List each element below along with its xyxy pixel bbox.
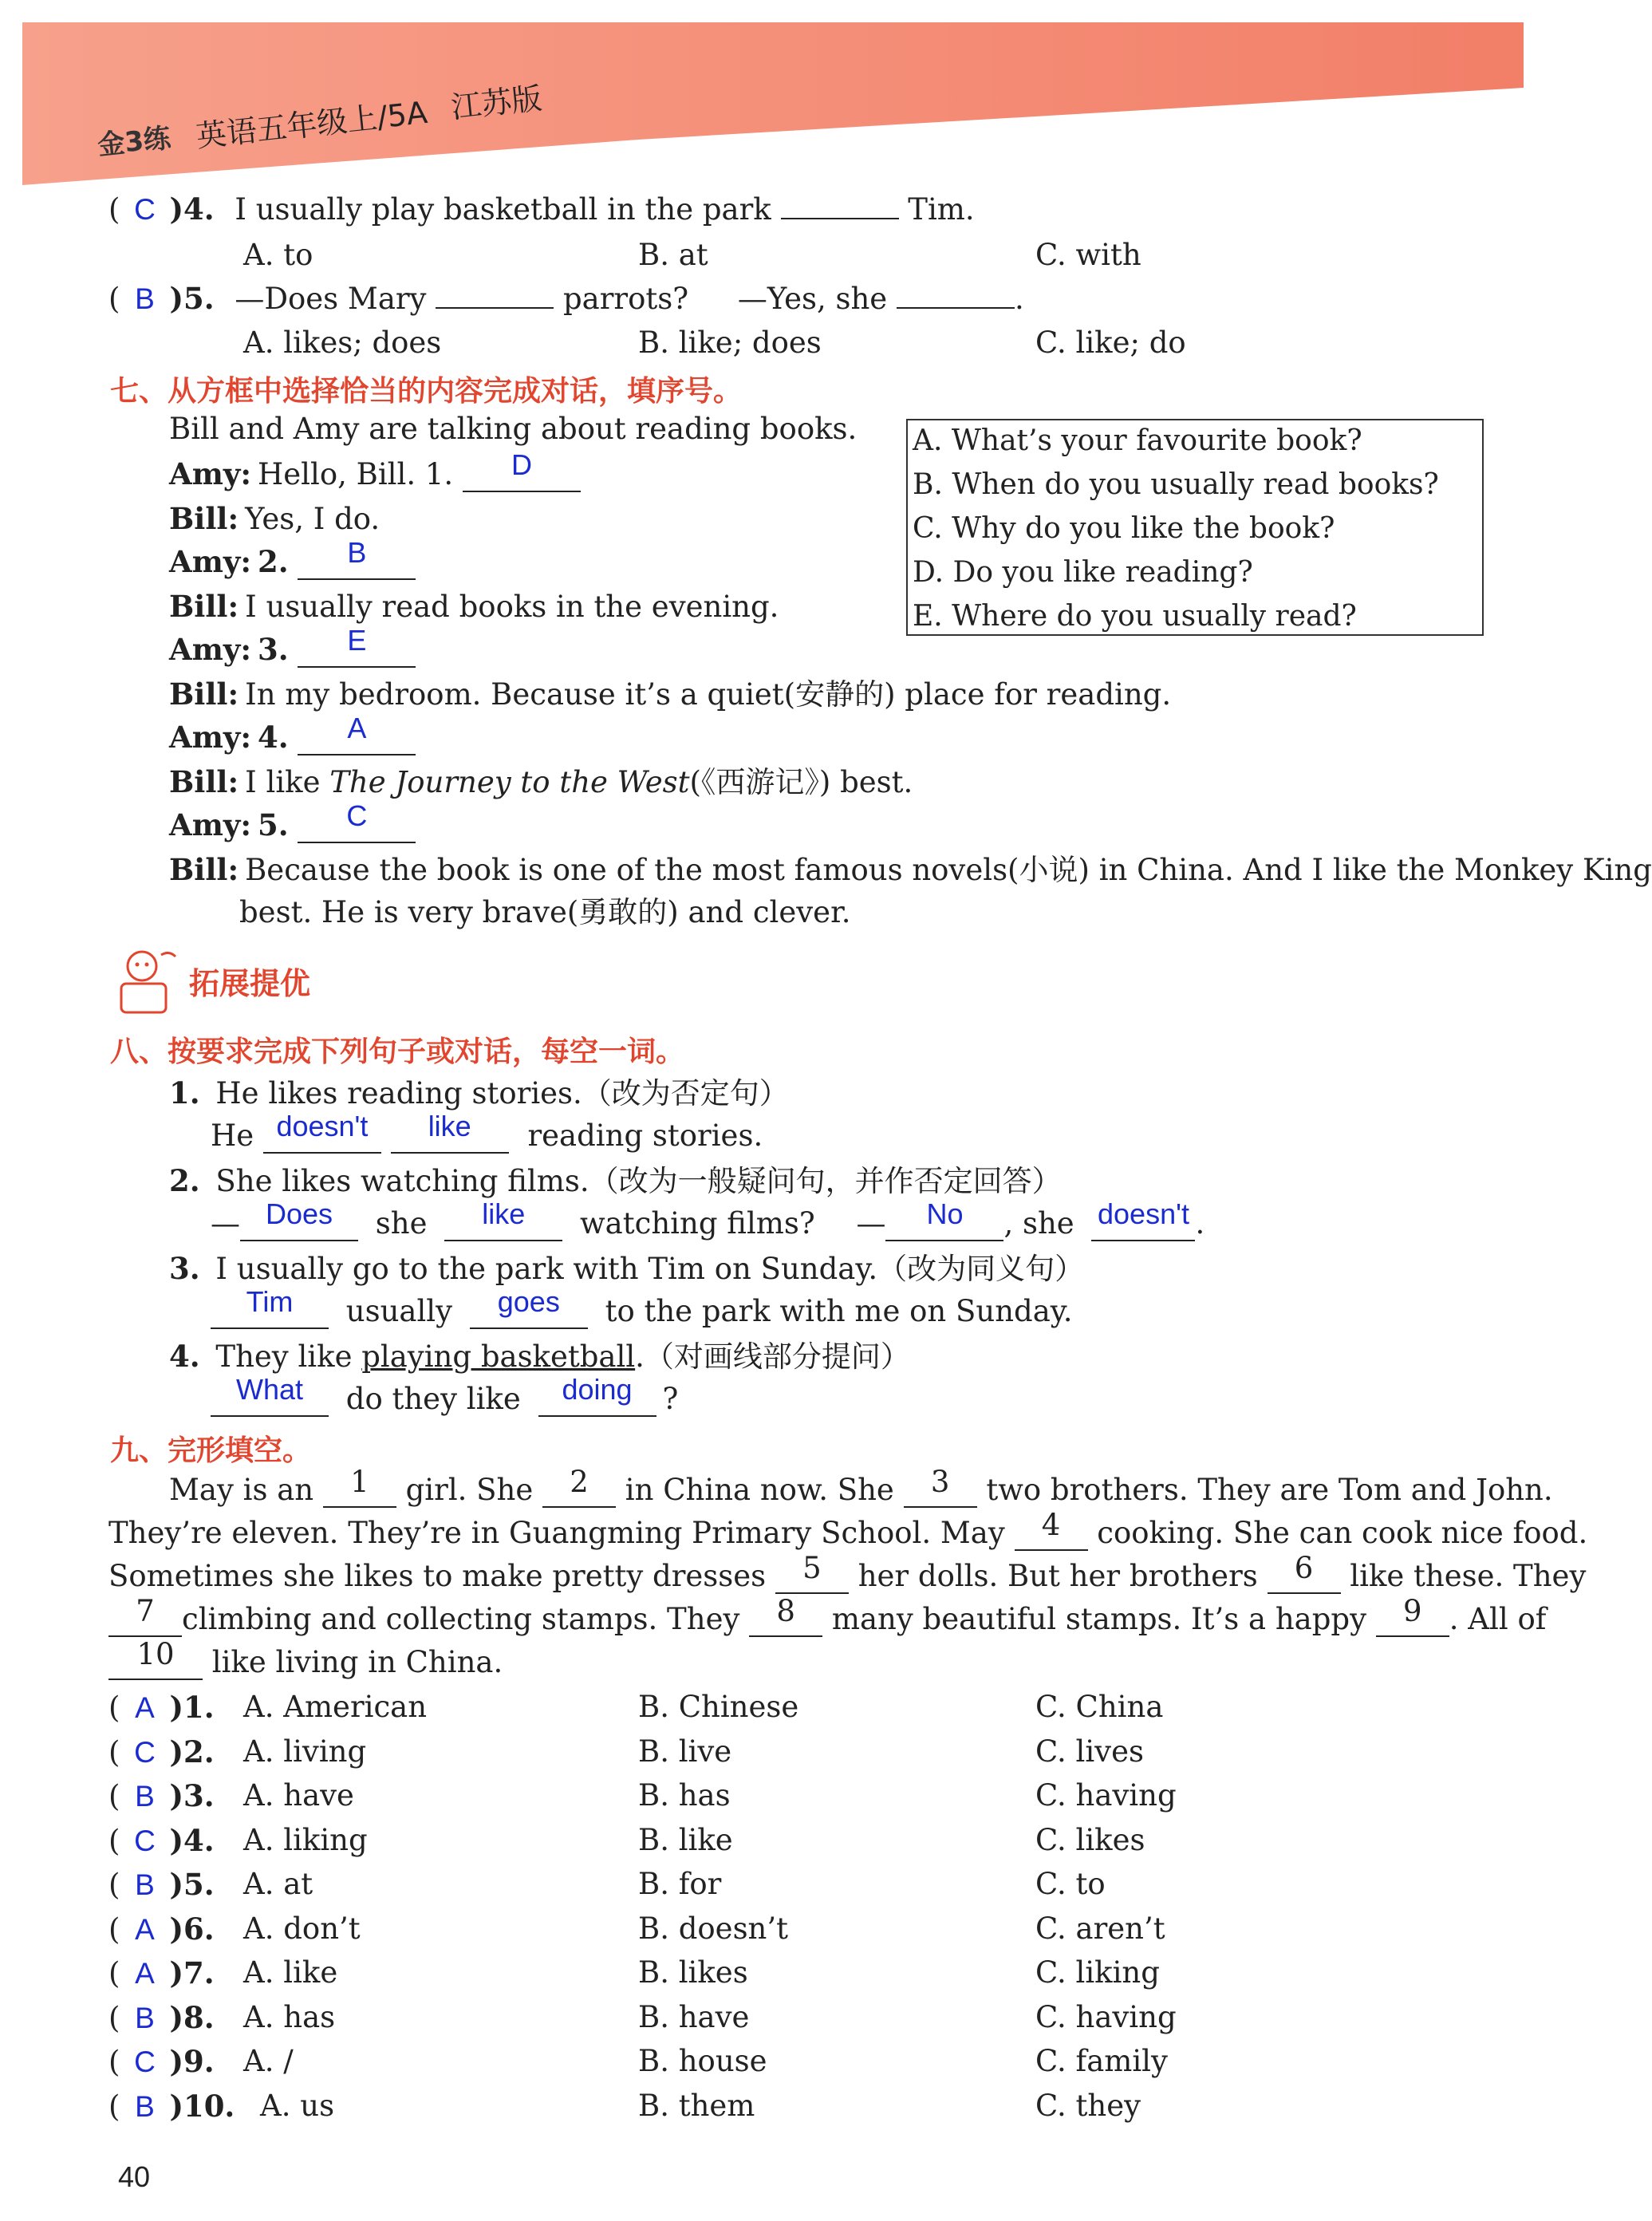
cloze-option-b: B. has bbox=[638, 1778, 731, 1813]
blank: Does bbox=[240, 1208, 358, 1241]
p6-q4: ( C )4. I usually play basketball in the park Tim. bbox=[108, 190, 975, 229]
cloze-option-a: A. / bbox=[243, 2044, 294, 2078]
p8-q4-answer: What do they like doing ? bbox=[211, 1380, 678, 1418]
blank: like bbox=[391, 1120, 509, 1154]
blank: 8 bbox=[749, 1604, 822, 1637]
edition-label: 江苏版 bbox=[449, 81, 544, 125]
blank: 3 bbox=[904, 1474, 977, 1508]
blank: E bbox=[298, 634, 416, 668]
options-box bbox=[906, 419, 1484, 636]
answer-mark: B bbox=[135, 1868, 155, 1901]
blank bbox=[436, 307, 554, 309]
blank: 7 bbox=[108, 1604, 182, 1637]
dialog-line-6: Bill: In my bedroom. Because it’s a quiet(安静的) place for reading. bbox=[169, 677, 1172, 712]
cloze-question: ( B )8. bbox=[108, 1998, 215, 2038]
cloze-question: ( B )3. bbox=[108, 1777, 215, 1816]
cloze-option-b: B. Chinese bbox=[638, 1690, 799, 1724]
blank: 4 bbox=[1015, 1517, 1088, 1551]
cloze-question: ( A )7. bbox=[108, 1954, 215, 1993]
p6-q4-opt-c: C. with bbox=[1035, 238, 1141, 272]
cloze-option-b: B. likes bbox=[638, 1955, 748, 1990]
cloze-option-a: A. don’t bbox=[243, 1911, 361, 1946]
passage-line-5: 10 like living in China. bbox=[108, 1643, 503, 1682]
p8-q2: 2. She likes watching films.（改为一般疑问句，并作否定回答） bbox=[169, 1163, 1062, 1198]
p8-q1: 1. He likes reading stories.（改为否定句） bbox=[169, 1075, 789, 1110]
dialog-line-9: Amy: 5. C bbox=[169, 806, 416, 845]
answer-mark: B bbox=[135, 282, 155, 315]
cloze-question: ( C )2. bbox=[108, 1733, 215, 1772]
blank: like bbox=[444, 1208, 562, 1241]
cloze-option-b: B. doesn’t bbox=[638, 1911, 789, 1946]
cloze-option-a: A. liking bbox=[243, 1822, 368, 1857]
blank: goes bbox=[470, 1296, 588, 1329]
option-e: E. Where do you usually read? bbox=[913, 600, 1357, 633]
cloze-option-c: C. family bbox=[1035, 2044, 1168, 2078]
blank: A bbox=[298, 722, 416, 755]
cloze-option-c: C. liking bbox=[1035, 1955, 1160, 1990]
answer-mark: A bbox=[135, 1957, 155, 1990]
blank: 9 bbox=[1376, 1604, 1449, 1637]
answer-mark: A bbox=[135, 1912, 155, 1946]
answer-mark: B bbox=[135, 1780, 155, 1813]
mascot-icon bbox=[110, 945, 182, 1020]
cloze-option-b: B. have bbox=[638, 1999, 750, 2034]
blank: doesn't bbox=[1091, 1208, 1195, 1241]
passage-line-3: Sometimes she likes to make pretty dresses 5 her dolls. But her brothers 6 like these. They bbox=[108, 1551, 1587, 1593]
cloze-question: ( C )4. bbox=[108, 1821, 215, 1860]
dialog-line-3: Amy: 2. B bbox=[169, 542, 416, 582]
option-b: B. When do you usually read books? bbox=[913, 468, 1439, 501]
cloze-option-a: A. American bbox=[243, 1690, 428, 1724]
blank: doesn't bbox=[263, 1120, 381, 1154]
cloze-option-a: A. has bbox=[243, 1999, 336, 2034]
cloze-option-c: C. they bbox=[1035, 2088, 1141, 2123]
blank bbox=[897, 307, 1015, 309]
cloze-question: ( A )1. bbox=[108, 1688, 215, 1727]
cloze-option-c: C. having bbox=[1035, 1778, 1177, 1813]
p8-q3-answer: Tim usually goes to the park with me on Sunday. bbox=[211, 1292, 1073, 1331]
p8-q4: 4. They like playing basketball.（对画线部分提问） bbox=[169, 1339, 910, 1374]
p8-q1-answer: He doesn't like reading stories. bbox=[211, 1110, 763, 1153]
blank bbox=[781, 218, 899, 219]
answer-mark: C bbox=[134, 2045, 156, 2078]
dialog-line-4: Bill: I usually read books in the evening. bbox=[169, 589, 779, 624]
book-title: 英语五年级上/5A bbox=[194, 94, 429, 155]
cloze-option-a: A. like bbox=[243, 1955, 338, 1990]
cloze-option-c: C. likes bbox=[1035, 1822, 1145, 1857]
p6-q5-opt-b: B. like; does bbox=[638, 325, 822, 360]
passage-line-2: They’re eleven. They’re in Guangming Primary School. May 4 cooking. She can cook nice food. bbox=[108, 1508, 1588, 1550]
cloze-option-b: B. for bbox=[638, 1867, 722, 1901]
blank: doing bbox=[538, 1383, 656, 1417]
cloze-option-c: C. aren’t bbox=[1035, 1911, 1165, 1946]
blank: B bbox=[298, 546, 416, 580]
blank: 5 bbox=[775, 1560, 849, 1594]
cloze-option-c: C. China bbox=[1035, 1690, 1164, 1724]
p6-q5-opt-c: C. like; do bbox=[1035, 325, 1186, 360]
dialog-line-10-cont: best. He is very brave(勇敢的) and clever. bbox=[239, 895, 851, 929]
blank: 6 bbox=[1268, 1560, 1341, 1594]
p6-q4-opt-b: B. at bbox=[638, 238, 708, 272]
p6-q5: ( B )5. —Does Mary parrots? —Yes, she . bbox=[108, 279, 1024, 318]
logo: 金3练 bbox=[96, 122, 172, 162]
cloze-option-b: B. like bbox=[638, 1822, 733, 1857]
blank: No bbox=[885, 1208, 1003, 1241]
cloze-option-b: B. live bbox=[638, 1734, 732, 1769]
option-d: D. Do you like reading? bbox=[913, 556, 1253, 589]
cloze-question: ( B )5. bbox=[108, 1865, 215, 1904]
part8-title: 八、按要求完成下列句子或对话，每空一词。 bbox=[110, 1036, 685, 1068]
answer-mark: C bbox=[134, 193, 156, 226]
blank: Tim bbox=[211, 1296, 329, 1329]
dialog-line-2: Bill: Yes, I do. bbox=[169, 501, 380, 536]
blank: C bbox=[298, 810, 416, 843]
answer-mark: C bbox=[134, 1824, 156, 1857]
cloze-option-a: A. living bbox=[243, 1734, 367, 1769]
blank: What bbox=[211, 1383, 329, 1417]
cloze-question: ( C )9. bbox=[108, 2042, 215, 2081]
part7-intro: Bill and Amy are talking about reading books. bbox=[169, 412, 858, 446]
answer-mark: B bbox=[135, 2089, 155, 2123]
page-header bbox=[0, 0, 1538, 187]
p6-q5-opt-a: A. likes; does bbox=[243, 325, 442, 360]
answer-mark: B bbox=[135, 2001, 155, 2034]
cloze-question: ( B )10. bbox=[108, 2087, 235, 2126]
passage-line-1: May is an 1 girl. She 2 in China now. She 3 two brothers. They are Tom and John. bbox=[169, 1465, 1553, 1507]
p8-q2-answer: — Does she like watching films? — No , she doesn't . bbox=[211, 1197, 1205, 1241]
extension-title: 拓展提优 bbox=[189, 966, 311, 1001]
cloze-option-b: B. house bbox=[638, 2044, 767, 2078]
cloze-option-c: C. to bbox=[1035, 1867, 1106, 1901]
answer-mark: C bbox=[134, 1735, 156, 1769]
dialog-line-7: Amy: 4. A bbox=[169, 718, 416, 757]
cloze-question: ( A )6. bbox=[108, 1910, 215, 1949]
blank: D bbox=[463, 459, 581, 492]
part7-title: 七、从方框中选择恰当的内容完成对话，填序号。 bbox=[110, 375, 743, 408]
blank: 10 bbox=[108, 1647, 203, 1680]
blank: 2 bbox=[542, 1474, 616, 1508]
cloze-option-c: C. lives bbox=[1035, 1734, 1144, 1769]
p6-q4-opt-a: A. to bbox=[243, 238, 313, 272]
cloze-option-a: A. have bbox=[243, 1778, 354, 1813]
option-a: A. What’s your favourite book? bbox=[913, 424, 1362, 457]
blank: 1 bbox=[323, 1474, 396, 1508]
dialog-line-8: Bill: I like The Journey to the West(《西游记》) best. bbox=[169, 764, 913, 799]
part9-title: 九、完形填空。 bbox=[110, 1434, 312, 1467]
answer-mark: A bbox=[135, 1691, 155, 1724]
cloze-option-b: B. them bbox=[638, 2088, 755, 2123]
p8-q3: 3. I usually go to the park with Tim on Sunday.（改为同义句） bbox=[169, 1251, 1085, 1286]
dialog-line-1: Amy: Hello, Bill. 1. D bbox=[169, 455, 581, 494]
passage-line-4: 7 climbing and collecting stamps. They 8 many beautiful stamps. It’s a happy 9 . All of bbox=[108, 1600, 1546, 1639]
dialog-line-10: Bill: Because the book is one of the most famous novels(小说) in China. And I like the Monkey King bbox=[169, 852, 1652, 887]
cloze-option-a: A. us bbox=[260, 2088, 335, 2123]
cloze-option-a: A. at bbox=[243, 1867, 313, 1901]
cloze-option-c: C. having bbox=[1035, 1999, 1177, 2034]
page-number: 40 bbox=[118, 2160, 151, 2193]
header-banner bbox=[0, 0, 1538, 187]
dialog-line-5: Amy: 3. E bbox=[169, 630, 416, 669]
option-c: C. Why do you like the book? bbox=[913, 512, 1335, 545]
